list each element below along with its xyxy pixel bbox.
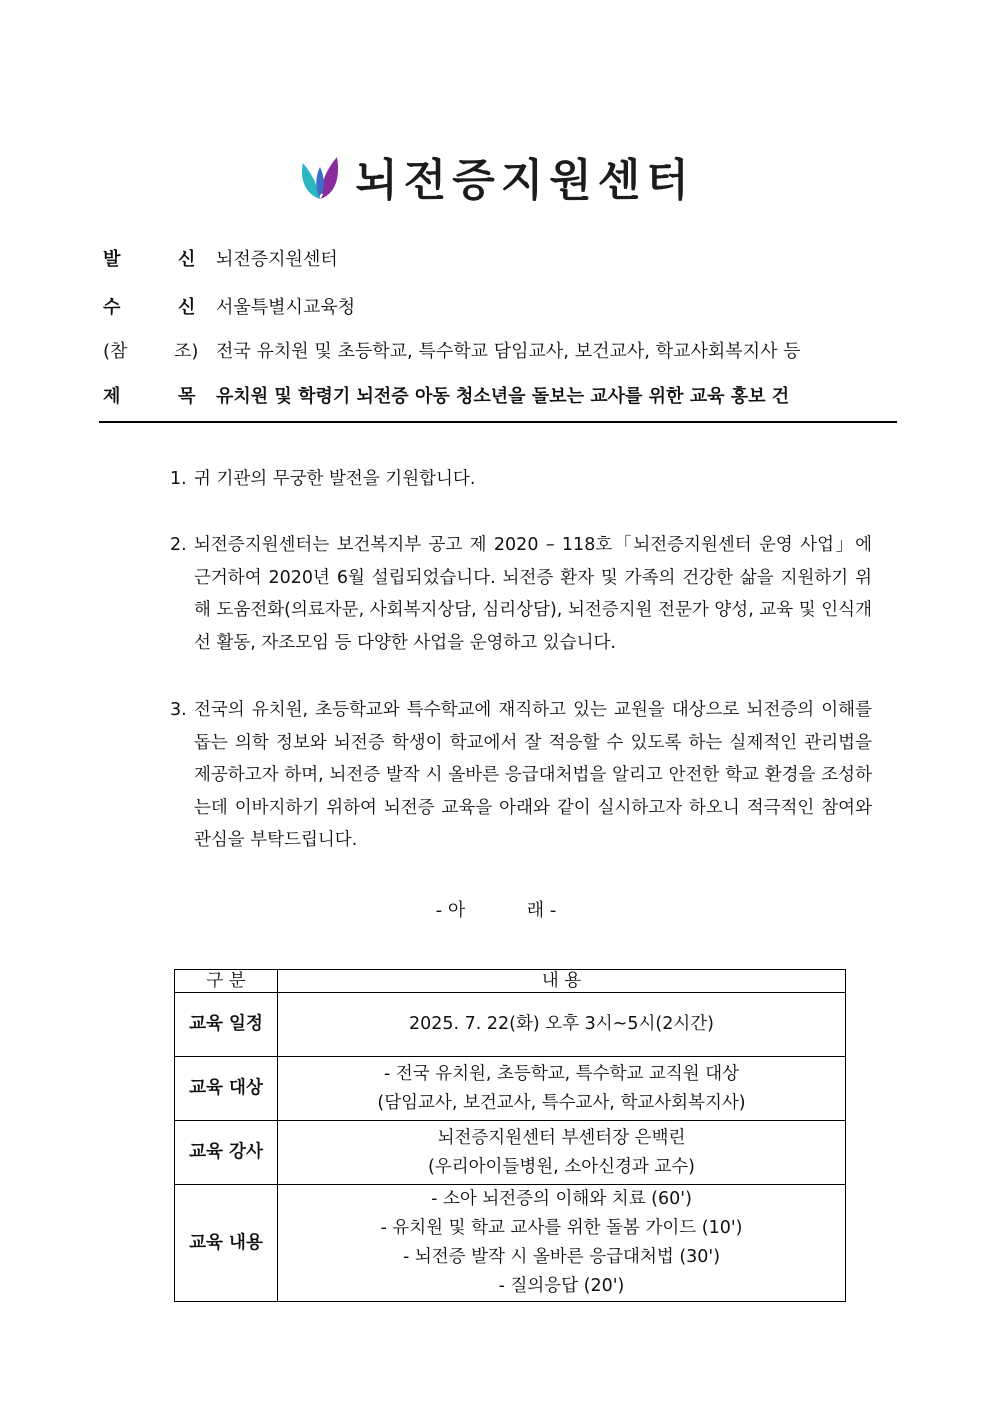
logo-text: 뇌전증지원센터 [355, 155, 695, 206]
paragraph-2-number: 2. [170, 535, 187, 555]
sender-value: 뇌전증지원센터 [216, 249, 338, 270]
education-table [174, 969, 846, 1302]
receiver-value: 서울특별시교육청 [216, 297, 356, 318]
row-value [278, 1185, 846, 1302]
row-key: 교육 강사 [175, 1121, 278, 1185]
row-line: - 질의응답 (20') [498, 1276, 625, 1296]
paragraph-3-text: 전국의 유치원, 초등학교와 특수학교에 재직하고 있는 교원을 대상으로 뇌전증의 이해를 돕는 의학 정보와 뇌전증 학생이 학교에서 잘 적응할 수 있도록 하는 실제적인 관리법을 제공하고자 하며, 뇌전증 발작 시 올바른 응급대처법을 알리고 안전한 학교 환경을 조성하는데 이바지하기 위하여 뇌전증 교육을 아래와 같이 실시하고자 하오니 적극적인 참여와 관심을 부탁드립니다. [194, 700, 872, 850]
table-row [175, 1057, 846, 1121]
row-key: 교육 일정 [175, 993, 278, 1057]
paragraph-1 [170, 463, 872, 496]
subject-label-2: 목 [178, 386, 196, 407]
receiver-label-2: 신 [178, 297, 196, 318]
table-row [175, 993, 846, 1057]
table-header-content: 내 용 [278, 970, 846, 993]
reference-label-1: (참 [103, 341, 128, 362]
row-line: (담임교사, 보건교사, 특수교사, 학교사회복지사) [377, 1092, 746, 1113]
notice-left: - 아 [435, 900, 466, 921]
row-line: - 소아 뇌전증의 이해와 치료 (60') [431, 1189, 692, 1209]
row-line: - 전국 유치원, 초등학교, 특수학교 교직원 대상 [383, 1063, 740, 1084]
row-value [278, 1057, 846, 1121]
table-header-category: 구 분 [175, 970, 278, 993]
row-value [278, 993, 846, 1057]
row-line: 2025. 7. 22(화) 오후 3시~5시(2시간) [408, 1014, 715, 1034]
header-divider [99, 421, 897, 423]
subject-label-1: 제 [103, 386, 121, 407]
sender-label-1: 발 [103, 249, 121, 270]
table-row [175, 1121, 846, 1185]
row-line: - 뇌전증 발작 시 올바른 응급대처법 (30') [402, 1247, 721, 1267]
paragraph-1-number: 1. [170, 469, 187, 489]
row-line: (우리아이들병원, 소아신경과 교수) [427, 1156, 695, 1177]
row-line: - 유치원 및 학교 교사를 위한 돌봄 가이드 (10') [380, 1218, 743, 1238]
row-line: 뇌전증지원센터 부센터장 은백린 [437, 1127, 686, 1148]
table-header-row [175, 970, 846, 993]
notice-right: 래 - [526, 900, 557, 921]
paragraph-3-number: 3. [170, 700, 187, 720]
subject-value: 유치원 및 학령기 뇌전증 아동 청소년을 돌보는 교사를 위한 교육 홍보 건 [216, 386, 790, 407]
logo [0, 148, 992, 204]
paragraph-1-text: 귀 기관의 무궁한 발전을 기원합니다. [194, 469, 476, 489]
notice-heading [0, 896, 992, 922]
row-key: 교육 대상 [175, 1057, 278, 1121]
reference-label-2: 조) [174, 341, 199, 362]
paragraph-2 [170, 529, 872, 659]
table-row [175, 1185, 846, 1302]
reference-value: 전국 유치원 및 초등학교, 특수학교 담임교사, 보건교사, 학교사회복지사 등 [216, 341, 801, 362]
row-value [278, 1121, 846, 1185]
leaf-logo-icon [297, 151, 343, 201]
paragraph-3 [170, 694, 872, 857]
receiver-label-1: 수 [103, 297, 121, 318]
paragraph-2-text: 뇌전증지원센터는 보건복지부 공고 제 2020 – 118호「뇌전증지원센터 운영 사업」에 근거하여 2020년 6월 설립되었습니다. 뇌전증 환자 및 가족의 건강한 삶을 지원하기 위해 도움전화(의료자문, 사회복지상담, 심리상담), 뇌전증지원 전문가 양성, 교육 및 인식개선 활동, 자조모임 등 다양한 사업을 운영하고 있습니다. [194, 535, 872, 653]
row-key: 교육 내용 [175, 1185, 278, 1302]
sender-label-2: 신 [178, 249, 196, 270]
